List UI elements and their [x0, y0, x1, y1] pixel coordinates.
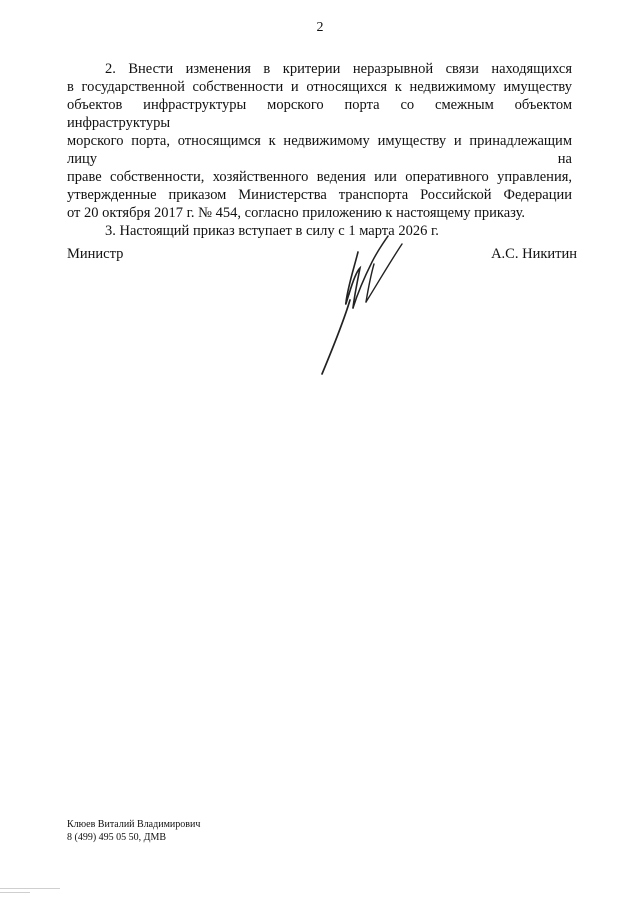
paragraph-2-line: 2. Внести изменения в критерии неразрывной связи находящихся	[105, 61, 572, 77]
executor-name: Клюев Виталий Владимирович	[67, 819, 201, 830]
paragraph-2-line: объектов инфраструктуры морского порта со смежным объектом инфраструктуры	[67, 97, 572, 131]
handwritten-signature	[312, 228, 412, 378]
paragraph-2-line: от 20 октября 2017 г. № 454, согласно приложению к настоящему приказу.	[67, 205, 526, 221]
paragraph-2-line: в государственной собственности и относящихся к недвижимому имуществу	[67, 79, 572, 95]
scan-edge-mark	[0, 888, 60, 889]
executor-phone: 8 (499) 495 05 50, ДМВ	[67, 832, 167, 843]
page-number: 2	[316, 20, 324, 35]
paragraph-2-line: утвержденные приказом Министерства транспорта Российской Федерации	[67, 187, 572, 203]
paragraph-2	[67, 60, 572, 222]
scan-edge-mark	[0, 892, 30, 893]
signer-title: Министр	[67, 246, 124, 262]
executor-footer	[67, 818, 200, 844]
paragraph-2-line: морского порта, относящимся к недвижимому имуществу и принадлежащим лицу на	[67, 133, 572, 167]
document-body	[67, 60, 572, 240]
paragraph-3-line: 3. Настоящий приказ вступает в силу с 1 марта 2026 г.	[105, 223, 439, 239]
paragraph-2-line: праве собственности, хозяйственного ведения или оперативного управления,	[67, 169, 572, 185]
signer-name: А.С. Никитин	[491, 246, 577, 262]
